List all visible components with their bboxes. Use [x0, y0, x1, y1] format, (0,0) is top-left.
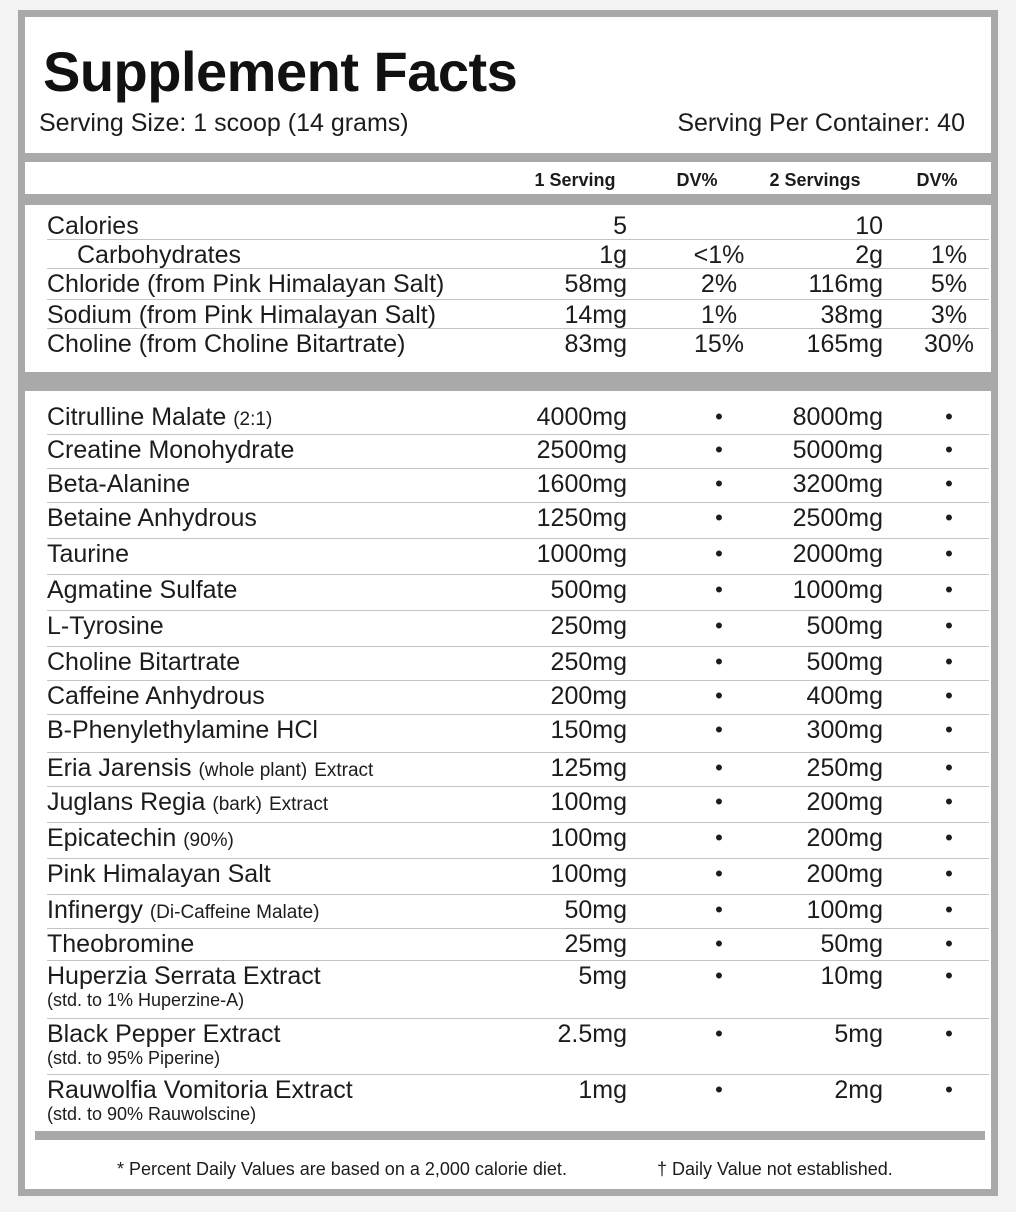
ingredient-qualifier: (whole plant) — [198, 760, 308, 781]
nutrient-row — [47, 300, 989, 329]
ingredient-name — [47, 1019, 280, 1049]
divider-section — [25, 372, 991, 391]
ingredient-row — [47, 402, 989, 435]
ingredient-label: Huperzia Serrata Extract — [47, 962, 321, 990]
dv-1-serving: • — [715, 541, 723, 566]
dv-1-serving: • — [715, 404, 723, 429]
ingredient-label: Theobromine — [47, 930, 195, 958]
amount-2-servings: 1000mg — [792, 576, 883, 604]
ingredient-name — [47, 753, 373, 786]
amount-2-servings: 2000mg — [792, 540, 883, 568]
amount-2-servings: 500mg — [806, 612, 883, 640]
dv-2-servings: • — [945, 789, 953, 814]
dv-2-servings: 5% — [930, 270, 968, 298]
ingredient-label: Infinergy — [47, 896, 143, 924]
dv-2-servings: 30% — [923, 330, 975, 358]
amount-2-servings: 5000mg — [792, 436, 883, 464]
ingredient-name — [47, 961, 321, 991]
ingredient-suffix: Extract — [268, 794, 329, 815]
amount-1-serving: 2.5mg — [557, 1020, 627, 1048]
ingredient-name — [47, 1075, 353, 1105]
dv-2-servings: • — [945, 717, 953, 742]
ingredient-name — [47, 859, 271, 889]
amount-1-serving: 50mg — [564, 896, 627, 924]
amount-1-serving: 2500mg — [536, 436, 627, 464]
amount-1-serving: 5mg — [578, 962, 627, 990]
ingredient-label: Betaine Anhydrous — [47, 504, 257, 532]
amount-2-servings: 10 — [855, 212, 883, 240]
nutrient-row — [47, 240, 989, 269]
ingredient-name — [47, 681, 265, 711]
dv-2-servings: • — [945, 649, 953, 674]
dv-1-serving: • — [715, 649, 723, 674]
amount-2-servings: 2500mg — [792, 504, 883, 532]
amount-2-servings: 165mg — [806, 330, 883, 358]
ingredient-name — [47, 647, 240, 677]
dv-2-servings: • — [945, 505, 953, 530]
dv-1-serving: • — [715, 505, 723, 530]
amount-1-serving: 83mg — [564, 330, 627, 358]
dv-1-serving: • — [715, 437, 723, 462]
ingredient-name — [47, 575, 237, 605]
amount-2-servings: 200mg — [806, 788, 883, 816]
ingredient-row — [47, 895, 989, 929]
amount-1-serving: 1mg — [578, 1076, 627, 1104]
ingredient-row — [47, 681, 989, 715]
dv-2-servings: • — [945, 404, 953, 429]
amount-1-serving: 58mg — [564, 270, 627, 298]
ingredient-name — [47, 611, 164, 641]
ingredient-row — [47, 961, 989, 1019]
dv-1-serving: • — [715, 931, 723, 956]
amount-2-servings: 38mg — [820, 301, 883, 329]
dv-2-servings: 3% — [930, 301, 968, 329]
nutrient-row — [47, 211, 989, 240]
amount-2-servings: 116mg — [808, 270, 883, 298]
amount-2-servings: 300mg — [806, 716, 883, 744]
ingredient-suffix: Extract — [314, 760, 374, 781]
divider-header — [25, 194, 991, 205]
ingredient-standardization: (std. to 95% Piperine) — [47, 1048, 221, 1068]
dv-1-serving: • — [715, 755, 723, 780]
ingredient-label: Agmatine Sulfate — [47, 576, 238, 604]
dv-2-servings: • — [945, 613, 953, 638]
ingredient-row — [47, 1019, 989, 1075]
dv-2-servings: • — [945, 1077, 953, 1102]
dv-2-servings: 1% — [930, 241, 968, 269]
dv-1-serving: • — [715, 471, 723, 496]
amount-2-servings: 2mg — [834, 1076, 883, 1104]
amount-2-servings: 200mg — [806, 824, 883, 852]
ingredient-standardization: (std. to 1% Huperzine-A) — [47, 990, 245, 1010]
amount-1-serving: 14mg — [564, 301, 627, 329]
ingredient-row — [47, 823, 989, 859]
dv-1-serving: • — [715, 613, 723, 638]
ingredient-name — [47, 469, 190, 499]
amount-1-serving: 1g — [599, 241, 627, 269]
amount-1-serving: 500mg — [550, 576, 627, 604]
amount-2-servings: 2g — [855, 241, 883, 269]
dv-1-serving: • — [715, 683, 723, 708]
amount-2-servings: 250mg — [806, 754, 883, 782]
divider-bottom — [35, 1131, 985, 1140]
dv-2-servings: • — [945, 931, 953, 956]
amount-2-servings: 10mg — [820, 962, 883, 990]
ingredient-label: Black Pepper Extract — [47, 1020, 281, 1048]
header-1-serving: 1 Serving — [534, 170, 616, 190]
dv-2-servings: • — [945, 755, 953, 780]
dv-1-serving: • — [715, 825, 723, 850]
ingredient-name — [47, 895, 320, 928]
ingredient-row — [47, 1075, 989, 1131]
dv-1-serving: • — [715, 1077, 723, 1102]
ingredient-qualifier: (2:1) — [233, 409, 273, 430]
dv-2-servings: • — [945, 861, 953, 886]
ingredient-row — [47, 611, 989, 647]
amount-1-serving: 1600mg — [536, 470, 627, 498]
amount-1-serving: 200mg — [550, 682, 627, 710]
ingredient-row — [47, 753, 989, 787]
ingredient-standardization: (std. to 90% Rauwolscine) — [47, 1104, 257, 1124]
footnote-not-established: † Daily Value not established. — [657, 1159, 893, 1179]
amount-1-serving: 250mg — [550, 612, 627, 640]
header-dv-2: DV% — [916, 170, 958, 190]
dv-1-serving: 15% — [693, 330, 745, 358]
ingredient-label: Pink Himalayan Salt — [47, 860, 271, 888]
ingredient-row — [47, 539, 989, 575]
dv-2-servings: • — [945, 471, 953, 496]
ingredient-label: Taurine — [47, 540, 129, 568]
header-2-servings: 2 Servings — [769, 170, 861, 190]
amount-2-servings: 8000mg — [792, 403, 883, 431]
ingredient-name — [47, 503, 257, 533]
dv-1-serving: • — [715, 789, 723, 814]
amount-2-servings: 200mg — [806, 860, 883, 888]
amount-1-serving: 250mg — [550, 648, 627, 676]
ingredient-row — [47, 715, 989, 753]
nutrient-name: Calories — [47, 212, 139, 240]
dv-2-servings: • — [945, 963, 953, 988]
ingredient-row — [47, 859, 989, 895]
amount-1-serving: 125mg — [550, 754, 627, 782]
amount-1-serving: 150mg — [550, 716, 627, 744]
ingredient-name — [47, 929, 194, 959]
ingredient-name — [47, 823, 234, 856]
servings-per-container: Serving Per Container: 40 — [677, 109, 965, 137]
ingredient-label: Juglans Regia — [47, 788, 206, 816]
amount-1-serving: 100mg — [550, 824, 627, 852]
ingredient-qualifier: (90%) — [183, 830, 234, 851]
header-dv-1: DV% — [676, 170, 718, 190]
ingredient-label: Eria Jarensis — [47, 754, 192, 782]
dv-1-serving: • — [715, 1021, 723, 1046]
supplement-facts-panel — [18, 10, 998, 1196]
amount-1-serving: 100mg — [550, 860, 627, 888]
amount-1-serving: 1000mg — [536, 540, 627, 568]
amount-1-serving: 4000mg — [536, 403, 627, 431]
divider-top — [25, 153, 991, 162]
amount-2-servings: 50mg — [820, 930, 883, 958]
dv-2-servings: • — [945, 437, 953, 462]
amount-2-servings: 3200mg — [792, 470, 883, 498]
dv-2-servings: • — [945, 577, 953, 602]
amount-2-servings: 500mg — [806, 648, 883, 676]
dv-1-serving: • — [715, 861, 723, 886]
amount-1-serving: 5 — [613, 212, 627, 240]
ingredient-qualifier: (bark) — [212, 794, 263, 815]
ingredient-row — [47, 647, 989, 681]
ingredient-label: Beta-Alanine — [47, 470, 191, 498]
panel-title: Supplement Facts — [43, 40, 518, 103]
dv-2-servings: • — [945, 683, 953, 708]
amount-2-servings: 100mg — [806, 896, 883, 924]
dv-1-serving: 1% — [700, 301, 738, 329]
nutrient-name: Choline (from Choline Bitartrate) — [47, 330, 406, 358]
dv-2-servings: • — [945, 825, 953, 850]
nutrient-name: Sodium (from Pink Himalayan Salt) — [47, 301, 437, 329]
serving-size: Serving Size: 1 scoop (14 grams) — [39, 109, 409, 137]
ingredient-row — [47, 435, 989, 469]
nutrient-name: Carbohydrates — [77, 241, 241, 269]
ingredient-name — [47, 787, 328, 820]
dv-1-serving: 2% — [700, 270, 738, 298]
dv-1-serving: • — [715, 897, 723, 922]
amount-2-servings: 400mg — [806, 682, 883, 710]
ingredient-label: Epicatechin — [47, 824, 177, 852]
ingredient-row — [47, 787, 989, 823]
ingredient-name — [47, 539, 129, 569]
ingredient-name — [47, 435, 294, 465]
ingredient-qualifier: (Di-Caffeine Malate) — [149, 902, 320, 923]
nutrient-row — [47, 269, 989, 300]
amount-1-serving: 25mg — [564, 930, 627, 958]
ingredient-label: Citrulline Malate — [47, 403, 227, 431]
dv-2-servings: • — [945, 897, 953, 922]
ingredient-name — [47, 402, 272, 435]
ingredient-label: B-Phenylethylamine HCl — [47, 716, 318, 744]
dv-1-serving: • — [715, 717, 723, 742]
footnote-daily-value: * Percent Daily Values are based on a 2,000 calorie diet. — [117, 1159, 567, 1179]
dv-1-serving: • — [715, 577, 723, 602]
dv-2-servings: • — [945, 541, 953, 566]
ingredient-row — [47, 929, 989, 961]
ingredient-label: Caffeine Anhydrous — [47, 682, 265, 710]
nutrient-name: Chloride (from Pink Himalayan Salt) — [47, 270, 445, 298]
ingredient-row — [47, 575, 989, 611]
dv-2-servings: • — [945, 1021, 953, 1046]
ingredient-name — [47, 715, 318, 745]
ingredient-label: L-Tyrosine — [47, 612, 164, 640]
ingredient-label: Creatine Monohydrate — [47, 436, 295, 464]
amount-1-serving: 100mg — [550, 788, 627, 816]
nutrient-row — [47, 329, 989, 359]
amount-2-servings: 5mg — [834, 1020, 883, 1048]
amount-1-serving: 1250mg — [536, 504, 627, 532]
ingredient-label: Rauwolfia Vomitoria Extract — [47, 1076, 353, 1104]
ingredient-row — [47, 503, 989, 539]
ingredient-row — [47, 469, 989, 503]
dv-1-serving: <1% — [693, 241, 745, 269]
dv-1-serving: • — [715, 963, 723, 988]
ingredient-label: Choline Bitartrate — [47, 648, 241, 676]
